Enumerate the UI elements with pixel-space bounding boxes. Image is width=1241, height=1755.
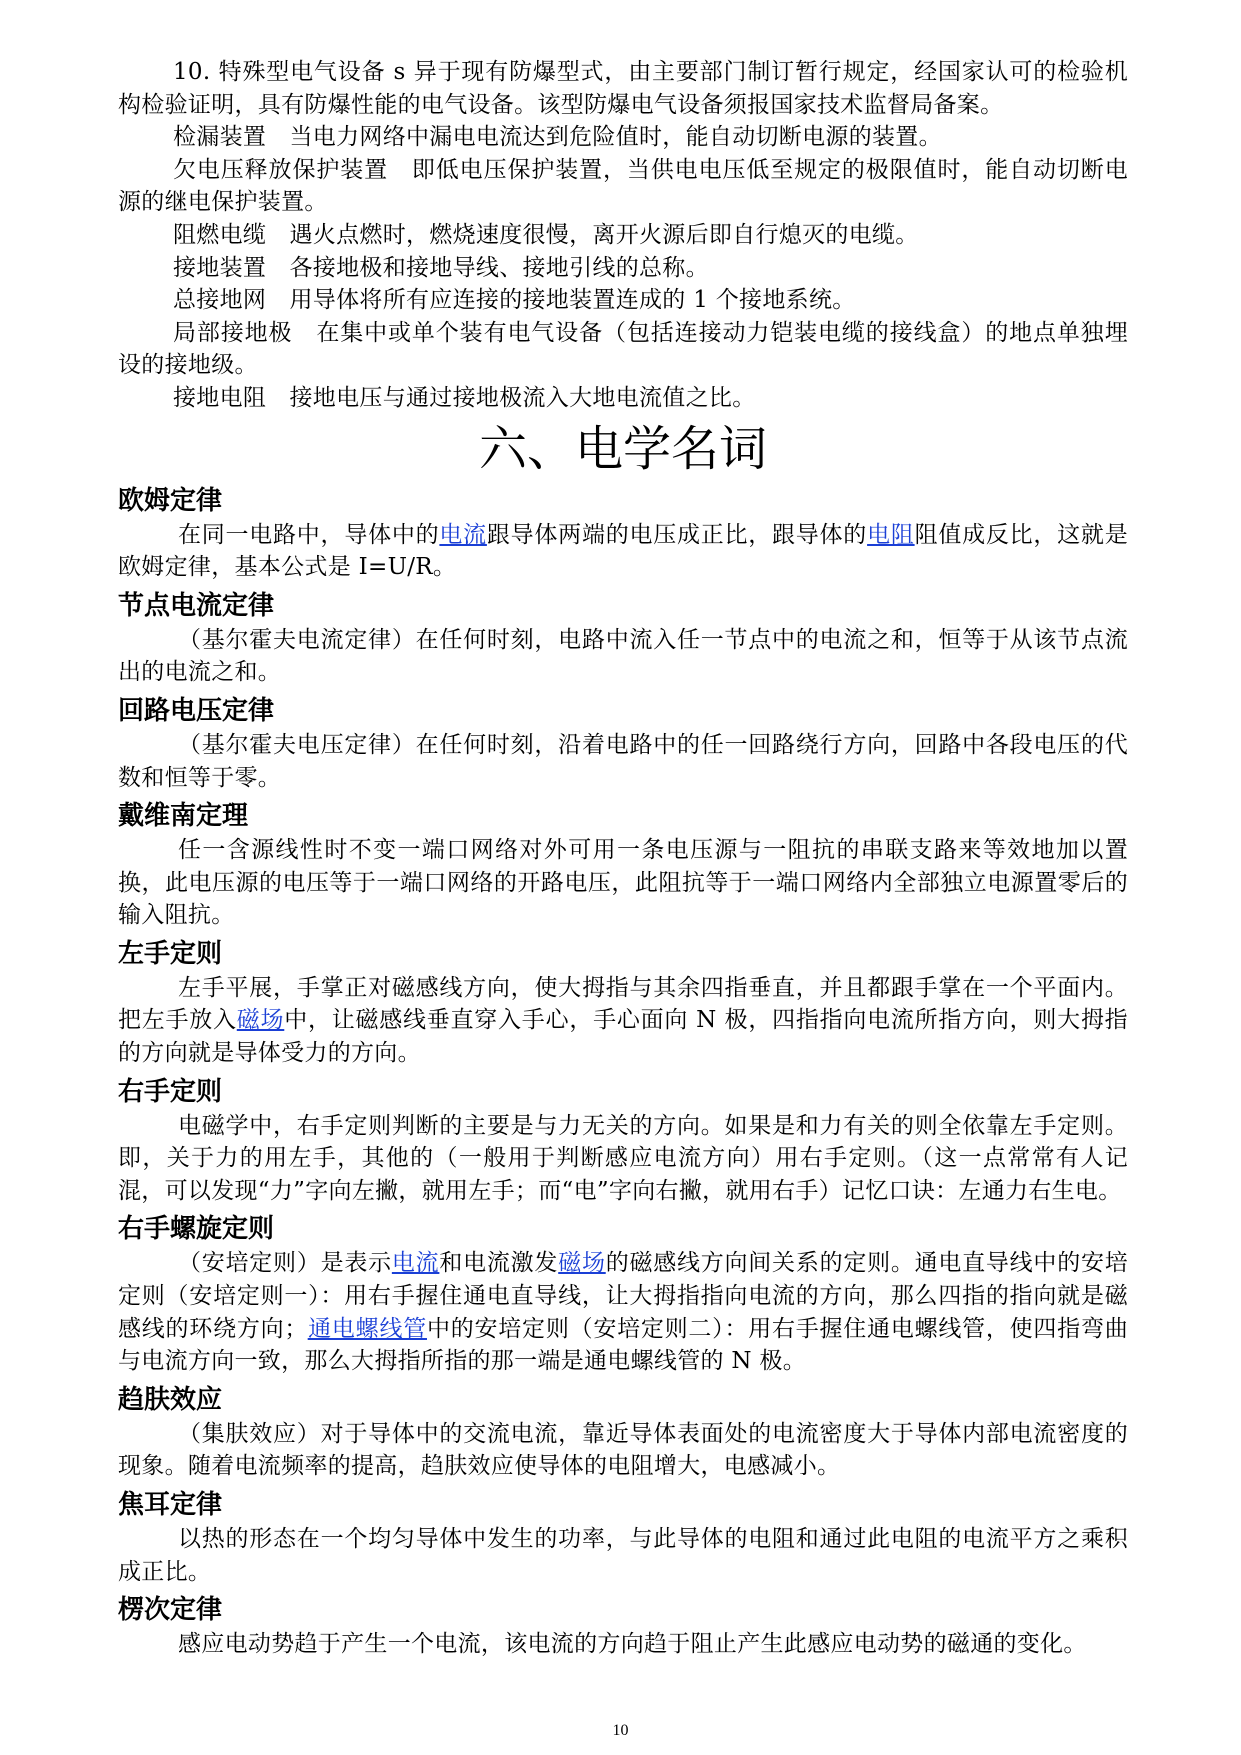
paragraph-thevenin: 任一含源线性时不变一端口网络对外可用一条电压源与一阻抗的串联支路来等效地加以置换，此电压源的电压等于一端口网络的开路电压，此阻抗等于一端口网络内全部独立电源置零后的输入阻抗。 [118, 837, 1128, 929]
text-span: 在同一电路中，导体中的 [178, 521, 440, 548]
paragraph-ohm-law [118, 519, 1128, 584]
section-title: 六、电学名词 [478, 420, 767, 477]
text-span: 阻值成反比，这就是欧姆定律，基本公式是 I=U/R。 [118, 521, 1128, 581]
heading-right-hand-rule: 右手定则 [118, 1076, 223, 1107]
paragraph-ground-resistance: 接地电阻 接地电压与通过接地极流入大地电流值之比。 [173, 384, 756, 411]
document-page [118, 56, 1128, 1661]
paragraph-kvl: （基尔霍夫电压定律）在任何时刻，沿着电路中的任一回路绕行方向，回路中各段电压的代数和恒等于零。 [118, 731, 1128, 791]
heading-right-hand-screw-rule: 右手螺旋定则 [118, 1214, 275, 1245]
text-span: 左手平展，手掌正对磁感线方向，使大拇指与其余四指垂直，并且都跟手掌在一个平面内。把左手放入 [118, 974, 1128, 1034]
heading-kcl: 节点电流定律 [118, 590, 275, 621]
heading-skin-effect: 趋肤效应 [118, 1384, 223, 1415]
heading-thevenin: 戴维南定理 [118, 801, 249, 832]
heading-kvl: 回路电压定律 [118, 695, 275, 726]
paragraph-special-equipment: 10. 特殊型电气设备 s 异于现有防爆型式，由主要部门制订暂行规定，经国家认可的检验机构检验证明，具有防爆性能的电气设备。该型防爆电气设备须报国家技术监督局备案。 [118, 59, 1128, 118]
heading-left-hand-rule: 左手定则 [118, 938, 223, 969]
text-span: 的磁感线方向间关系的定则。通电直导线中的安培定则（安培定则一）：用右手握住通电直导线，让大拇指指向电流的方向，那么四指的指向就是磁感线的环绕方向； [118, 1250, 1129, 1342]
paragraph-lenz-law: 感应电动势趋于产生一个电流，该电流的方向趋于阻止产生此感应电动势的磁通的变化。 [178, 1631, 1087, 1658]
paragraph-left-hand-rule [118, 972, 1128, 1070]
heading-lenz-law: 楞次定律 [118, 1595, 223, 1626]
text-span: （安培定则）是表示 [178, 1250, 392, 1277]
text-span: 中的安培定则（安培定则二）：用右手握住通电螺线管，使四指弯曲与电流方向一致，那么大拇指所指的那一端是通电螺线管的 N 极。 [118, 1315, 1129, 1375]
text-span: 跟导体两端的电压成正比，跟导体的 [486, 521, 868, 548]
link-current[interactable]: 电流 [391, 1250, 440, 1277]
paragraph-leakage-device: 检漏装置 当电力网络中漏电电流达到危险值时，能自动切断电源的装置。 [173, 124, 942, 151]
paragraph-local-ground: 局部接地极 在集中或单个装有电气设备（包括连接动力铠装电缆的接线盒）的地点单独埋设的接地级。 [118, 319, 1128, 379]
paragraph-right-hand-rule: 电磁学中，右手定则判断的主要是与力无关的方向。如果是和力有关的则全依靠左手定则。即，关于力的用左手，其他的（一般用于判断感应电流方向）用右手定则。（这一点常常有人记混，可以发现“力”字向左撇，就用左手；而“电”字向右撇，就用右手）记忆口诀：左通力右生电。 [118, 1112, 1128, 1204]
text-span: 和电流激发 [439, 1250, 559, 1277]
link-solenoid[interactable]: 通电螺线管 [307, 1315, 427, 1342]
paragraph-total-ground-net: 总接地网 用导体将所有应连接的接地装置连成的 1 个接地系统。 [173, 287, 856, 314]
paragraph-undervoltage-device: 欠电压释放保护装置 即低电压保护装置，当供电电压低至规定的极限值时，能自动切断电源的继电保护装置。 [118, 156, 1128, 216]
paragraph-kcl: （基尔霍夫电流定律）在任何时刻，电路中流入任一节点中的电流之和，恒等于从该节点流出的电流之和。 [118, 626, 1128, 686]
paragraph-flame-cable: 阻燃电缆 遇火点燃时，燃烧速度很慢，离开火源后即自行熄灭的电缆。 [173, 221, 919, 248]
paragraph-joule-law: 以热的形态在一个均匀导体中发生的功率，与此导体的电阻和通过此电阻的电流平方之乘积成正比。 [118, 1526, 1128, 1585]
paragraph-right-hand-screw-rule [118, 1247, 1128, 1377]
paragraph-grounding-device: 接地装置 各接地极和接地导线、接地引线的总称。 [173, 254, 709, 281]
paragraph-skin-effect: （集肤效应）对于导体中的交流电流，靠近导体表面处的电流密度大于导体内部电流密度的现象。随着电流频率的提高，趋肤效应使导体的电阻增大，电感减小。 [118, 1420, 1128, 1480]
page-number: 10 [612, 1722, 629, 1739]
heading-ohm-law: 欧姆定律 [118, 485, 223, 516]
text-span: 中，让磁感线垂直穿入手心，手心面向 N 极，四指指向电流所指方向，则大拇指的方向就是导体受力的方向。 [118, 1007, 1128, 1067]
link-current[interactable]: 电流 [439, 521, 487, 548]
heading-joule-law: 焦耳定律 [118, 1490, 223, 1520]
link-magnetic-field[interactable]: 磁场 [236, 1007, 285, 1034]
link-magnetic-field[interactable]: 磁场 [558, 1250, 606, 1277]
link-resistance[interactable]: 电阻 [867, 521, 915, 548]
